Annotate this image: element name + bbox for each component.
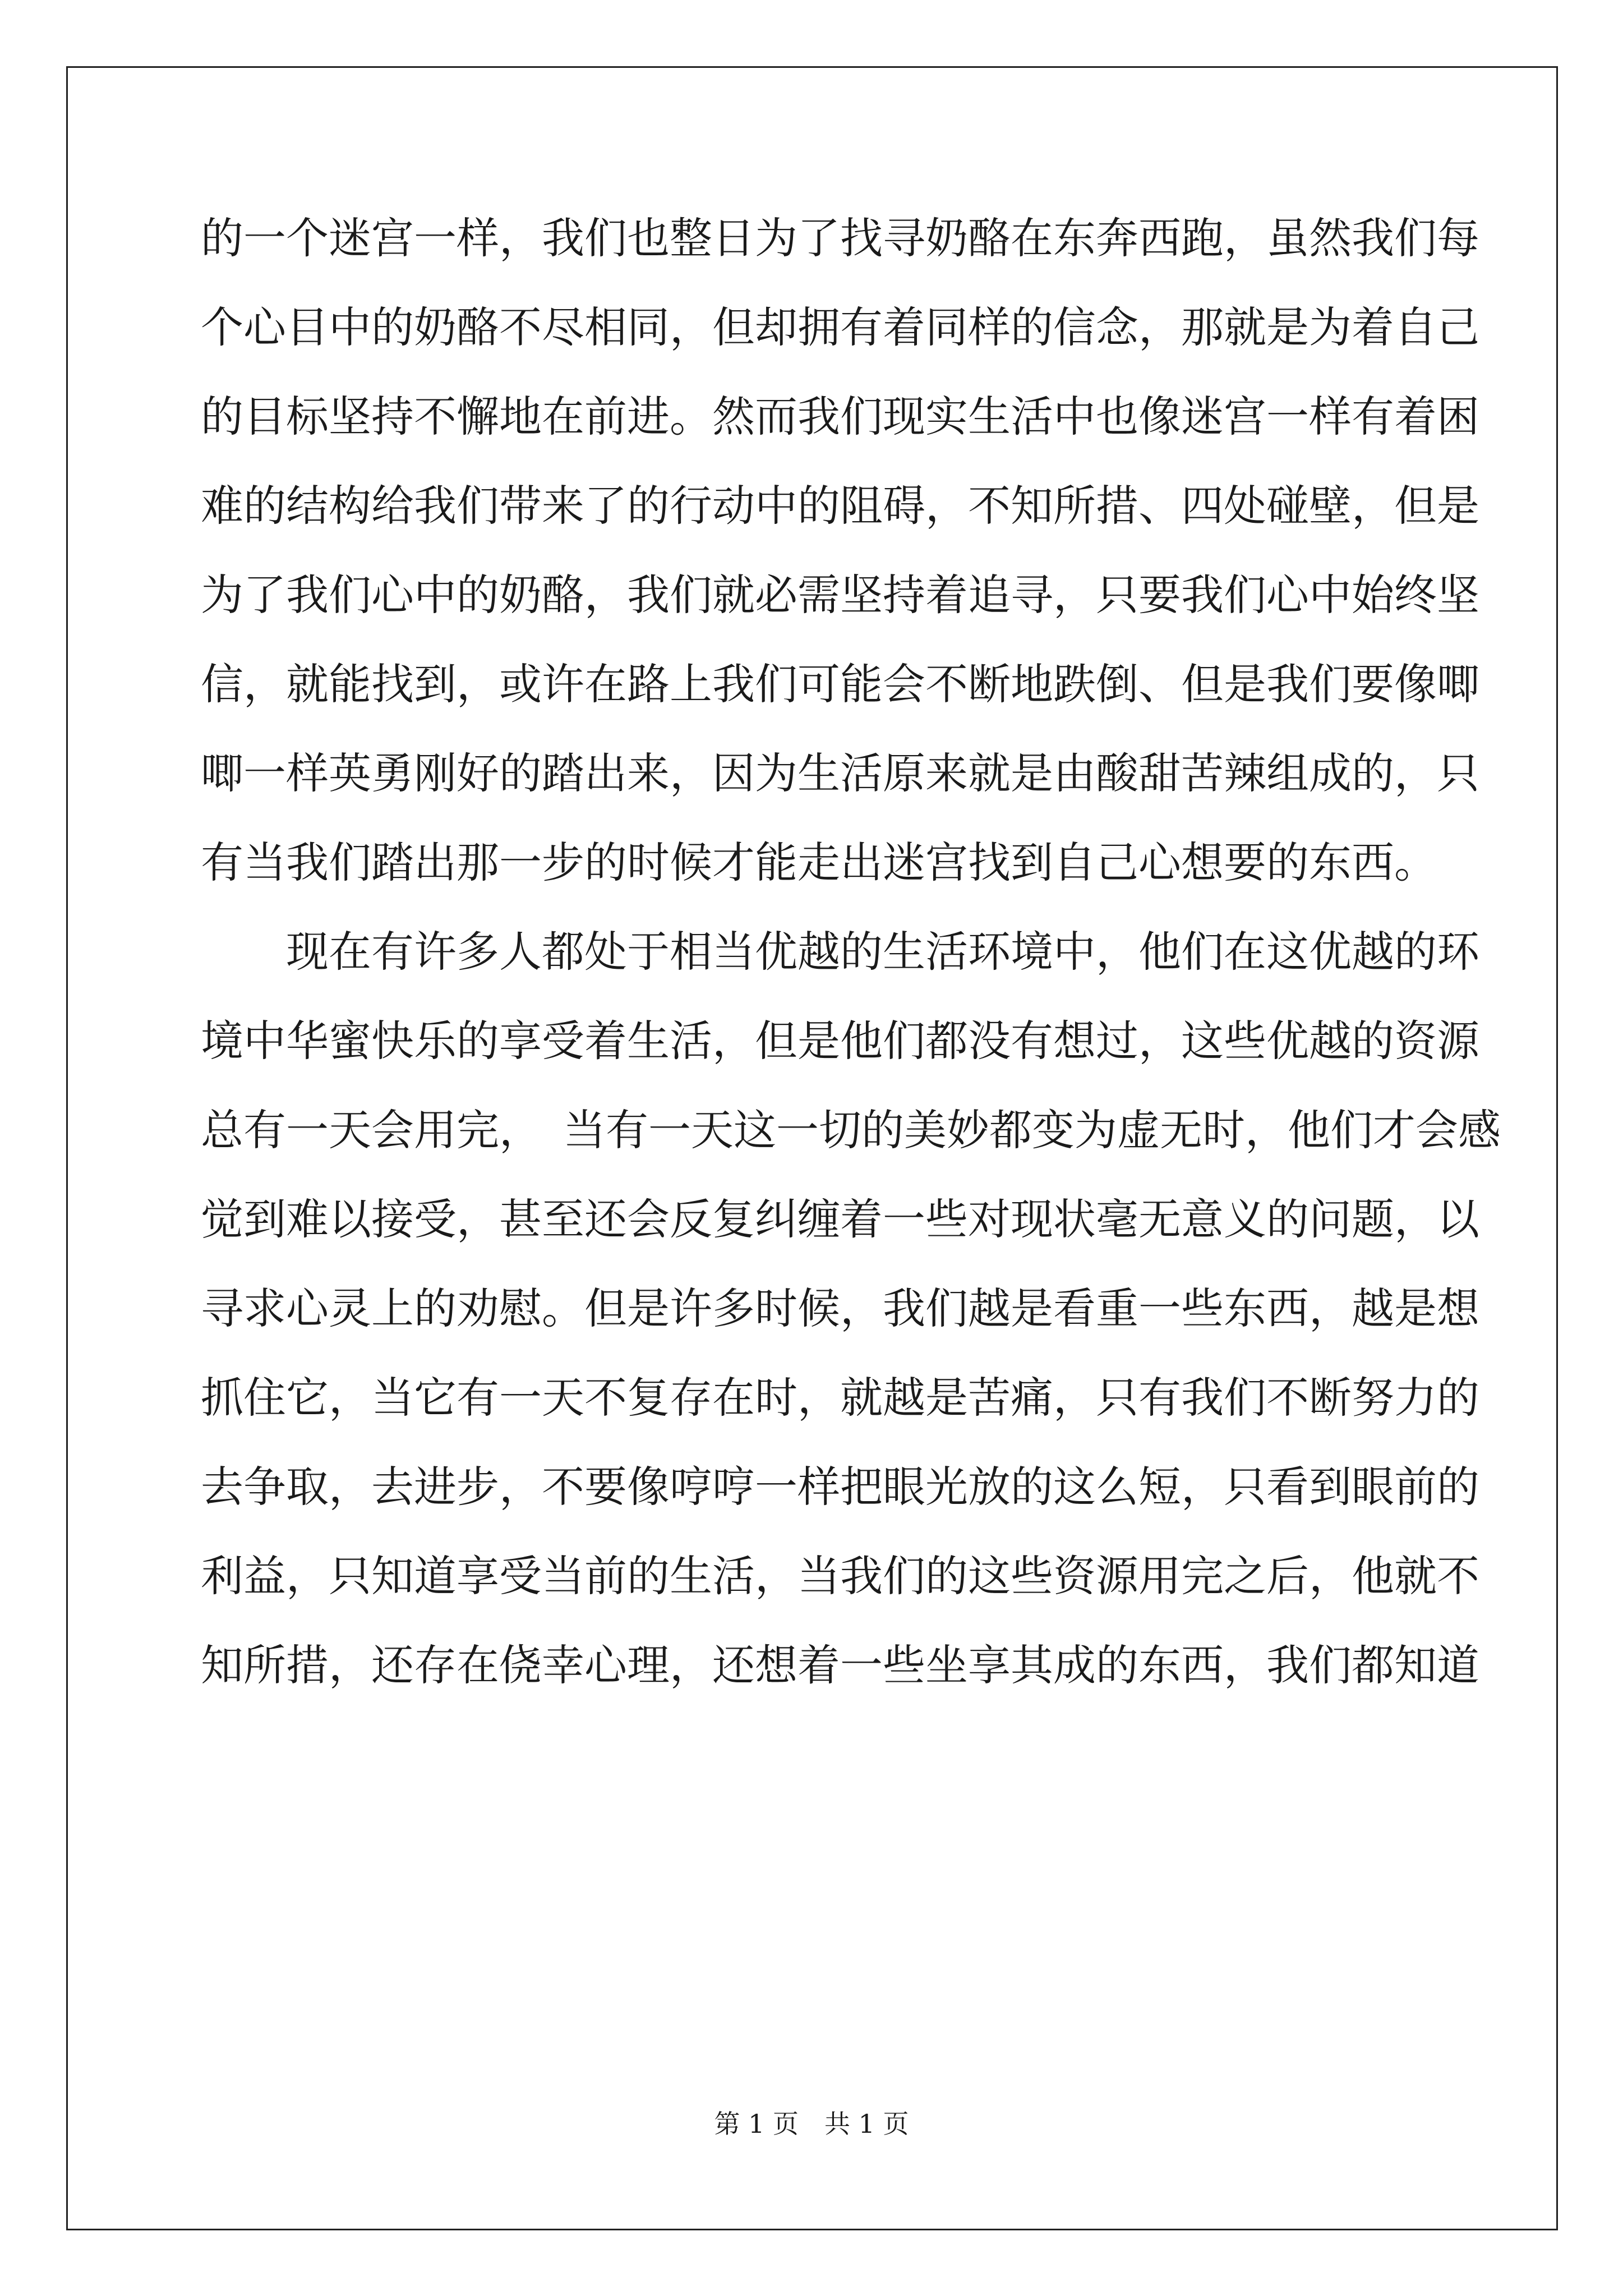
text-line: 境中华蜜快乐的享受着生活，但是他们都没有想过，这些优越的资源 — [201, 1016, 1479, 1066]
text-line: 寻求心灵上的劝慰。但是许多时候，我们越是看重一些东西，越是想 — [201, 1283, 1479, 1333]
text-line: 的一个迷宫一样，我们也整日为了找寻奶酪在东奔西跑，虽然我们每 — [201, 213, 1479, 263]
text-line: 为了我们心中的奶酪，我们就必需坚持着追寻，只要我们心中始终坚 — [201, 570, 1479, 620]
text-line: 现在有许多人都处于相当优越的生活环境中，他们在这优越的环 — [201, 927, 1479, 977]
document-body — [201, 194, 1501, 1710]
text-line: 总有一天会用完， 当有一天这一切的美妙都变为虚无时，他们才会感 — [201, 1105, 1501, 1155]
text-line: 去争取，去进步，不要像哼哼一样把眼光放的这么短，只看到眼前的 — [201, 1462, 1479, 1512]
text-line: 有当我们踏出那一步的时候才能走出迷宫找到自己心想要的东西。 — [201, 838, 1437, 887]
text-line: 难的结构给我们带来了的行动中的阻碍，不知所措、四处碰壁，但是 — [201, 481, 1479, 531]
text-line: 的目标坚持不懈地在前进。然而我们现实生活中也像迷宫一样有着困 — [201, 392, 1479, 441]
text-line: 觉到难以接受，甚至还会反复纠缠着一些对现状毫无意义的问题，以 — [201, 1194, 1479, 1244]
text-line: 利益，只知道享受当前的生活，当我们的这些资源用完之后，他就不 — [201, 1551, 1479, 1601]
text-line: 信，就能找到，或许在路上我们可能会不断地跌倒、但是我们要像唧 — [201, 659, 1479, 709]
page-number-footer: 第 1 页 共 1 页 — [714, 2109, 909, 2139]
text-line: 知所措，还存在侥幸心理，还想着一些坐享其成的东西，我们都知道 — [201, 1640, 1479, 1690]
text-line: 个心目中的奶酪不尽相同，但却拥有着同样的信念，那就是为着自己 — [201, 302, 1479, 352]
text-line: 抓住它，当它有一天不复存在时，就越是苦痛，只有我们不断努力的 — [201, 1373, 1479, 1423]
text-line: 唧一样英勇刚好的踏出来，因为生活原来就是由酸甜苦辣组成的，只 — [201, 748, 1479, 798]
